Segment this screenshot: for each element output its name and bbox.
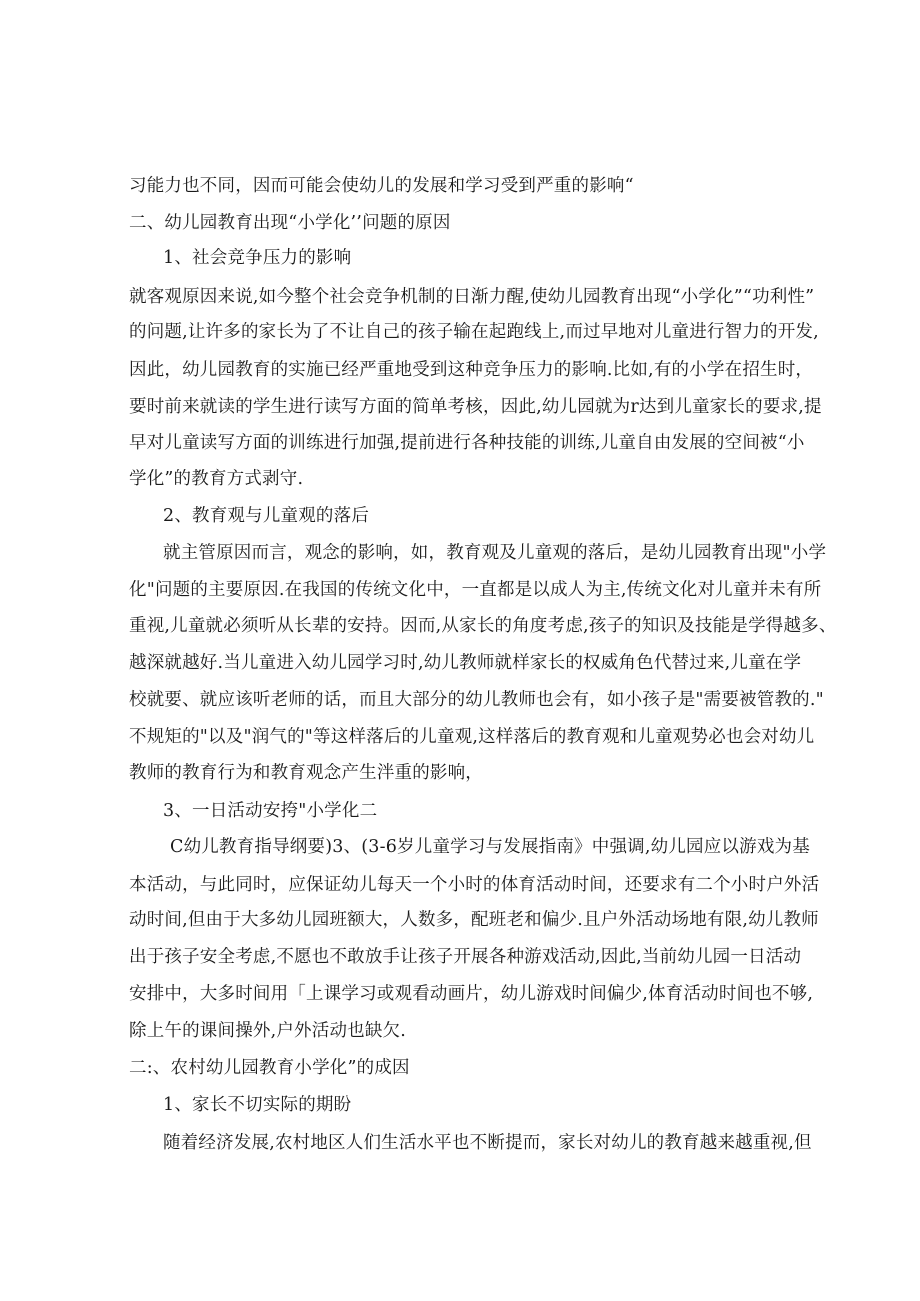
subsection-heading: 1、家长不切实际的期盼: [163, 1095, 352, 1115]
paragraph-line: 越深就越好.当儿童进入幼儿园学习时,幼儿教师就样家长的权威角色代替过来,儿童在学: [129, 653, 802, 673]
section-heading: 二、幼儿园教育出现“小学化’’问题的原因: [129, 213, 451, 233]
paragraph-line: C幼儿教育指导纲要)3、(3-6岁儿童学习与发展指南》中强调,幼儿园应以游戏为基: [170, 837, 810, 857]
paragraph-line: 安排中，大多时间用「上课学习或观看动画片，幼儿游戏时间偏少,体育活动时间也不够,: [129, 984, 814, 1004]
paragraph-line: 除上午的课间操外,户外活动也缺欠.: [129, 1021, 407, 1041]
paragraph-line: 要时前来就读的学生进行读写方面的简单考核，因此,幼儿园就为r达到儿童家长的要求,提: [129, 397, 822, 417]
paragraph-line: 因此，幼儿园教育的实施已经严重地受到这种竞争压力的影响.比如,有的小学在招生时，: [129, 360, 814, 380]
subsection-heading: 3、一日活动安挎"小学化二: [163, 801, 378, 821]
paragraph-line: 随着经济发展,农村地区人们生活水平也不断提而，家长对幼儿的教育越来越重视,但: [163, 1133, 812, 1153]
paragraph-line: 校就要、就应该听老师的话，而且大部分的幼儿教师也会有，如小孩子是"需要被管教的.": [129, 690, 824, 710]
paragraph-line: 不规矩的"以及"润气的"等这样落后的儿童观,这样落后的教育观和儿童观势必也会对幼儿: [129, 727, 815, 747]
paragraph-line: 教师的教育行为和教育观念产生泮重的影响，: [129, 763, 483, 783]
paragraph-line: 化"问题的主要原因.在我国的传统文化中，一直都是以成人为主,传统文化对儿童并未有所: [129, 580, 822, 600]
paragraph-line: 重视,儿童就必须听从长辈的安持。因而,从家长的角度考虑,孩子的知识及技能是学得越多、: [129, 616, 837, 636]
paragraph-line: 就主管原因而言，观念的影响，如，教育观及儿童观的落后，是幼儿园教育出现"小学: [163, 543, 827, 563]
paragraph-line: 早对儿童读写方面的训练进行加强,提前进行各种技能的训练,儿童自由发展的空间被“小: [129, 433, 805, 453]
paragraph-line: 就客观原因来说,如今整个社会竞争机制的日渐力醒,使幼儿园教育出现“小学化”“功利性”: [129, 287, 815, 307]
section-heading: 二:、农村幼儿园教育小学化”的成因: [129, 1058, 410, 1078]
paragraph-line: 本活动，与此同时，应保证幼儿每天一个小时的体育活动时间，还要求有二个小时户外活: [129, 875, 820, 895]
subsection-heading: 1、社会竞争压力的影响: [163, 248, 352, 268]
paragraph-line: 出于孩子安全考虑,不愿也不敢放手让孩子开展各种游戏活动,因此,当前幼儿园一日活动: [129, 947, 802, 967]
paragraph-line: 的问题,让许多的家长为了不让自己的孩子输在起跑线上,而过早地对儿童进行智力的开发,: [129, 322, 819, 342]
paragraph-line: 习能力也不同，因而可能会使幼儿的发展和学习受到严重的影响“: [129, 176, 634, 196]
subsection-heading: 2、教育观与儿童观的落后: [163, 506, 370, 526]
paragraph-line: 动时间,但由于大多幼儿园班额大，人数多，配班老和偏少.且户外活动场地有限,幼儿教师: [129, 910, 819, 930]
paragraph-line: 学化”的教育方式剥守.: [129, 469, 304, 489]
